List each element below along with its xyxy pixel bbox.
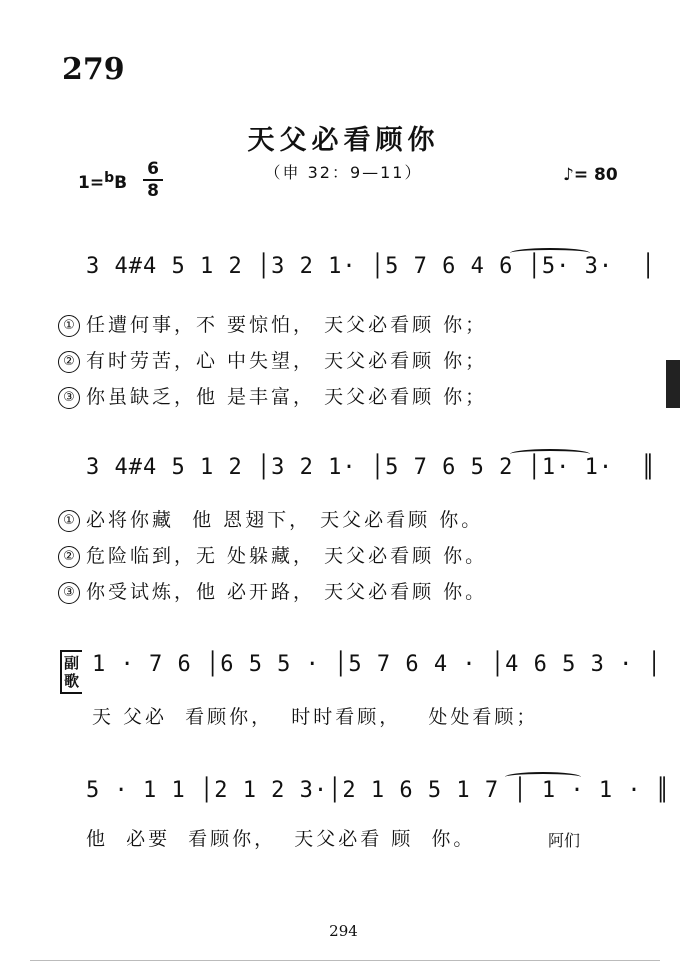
chorus-line1-notes: 1 · 7 6 │6 5 5 · │5 7 6 4 · │4 6 5 3 · │ xyxy=(92,652,662,677)
chorus-line1-lyrics: 天 父必 看顾你， 时时看顾， 处处看顾； xyxy=(92,706,539,728)
flat-sign: b xyxy=(104,170,115,186)
system2-notes: 3 4#4 5 1 2 │3 2 1· │5 7 6 5 2 │1· 1· ║ xyxy=(86,455,656,480)
system1-verse-1: ① 任遭何事，不 要惊怕， 天父必看顾 你； xyxy=(58,310,487,337)
time-signature-bottom: 8 xyxy=(147,181,159,201)
system1-verse-2: ② 有时劳苦，心 中失望， 天父必看顾 你； xyxy=(58,346,487,373)
system1-verse-3: ③ 你虽缺乏，他 是丰富， 天父必看顾 你； xyxy=(58,382,487,409)
system1-notes: 3 4#4 5 1 2 │3 2 1· │5 7 6 4 6 │5· 3· │ xyxy=(86,254,656,279)
time-signature xyxy=(143,160,163,200)
chorus-line2-notes: 5 · 1 1 │2 1 2 3·│2 1 6 5 1 7 │ 1 · 1 · ║ xyxy=(86,778,671,803)
chorus-line2-lyrics: 他 必要 看顾你， 天父必看 顾 你。 xyxy=(86,828,476,850)
key-signature xyxy=(78,170,127,193)
key-prefix: 1= xyxy=(78,173,105,193)
page-edge-tab xyxy=(666,360,680,408)
chorus-label: 副歌 xyxy=(60,650,82,694)
hymn-number: 279 xyxy=(62,52,125,87)
system2-verse-2: ② 危险临到，无 处躲藏， 天父必看顾 你。 xyxy=(58,541,487,568)
key-note: B xyxy=(114,173,128,193)
page-number: 294 xyxy=(329,922,358,940)
amen-text: 阿们 xyxy=(548,831,581,850)
scripture-reference: （申 32：9—11） xyxy=(264,163,423,182)
tempo-marking: ♪= 80 xyxy=(563,165,618,185)
bottom-rule xyxy=(30,960,660,961)
system2-verse-1: ① 必将你藏 他 恩翅下， 天父必看顾 你。 xyxy=(58,505,483,532)
hymn-title: 天父必看顾你 xyxy=(247,125,440,156)
time-signature-top: 6 xyxy=(147,159,159,179)
system2-verse-3: ③ 你受试炼，他 必开路， 天父必看顾 你。 xyxy=(58,577,487,604)
